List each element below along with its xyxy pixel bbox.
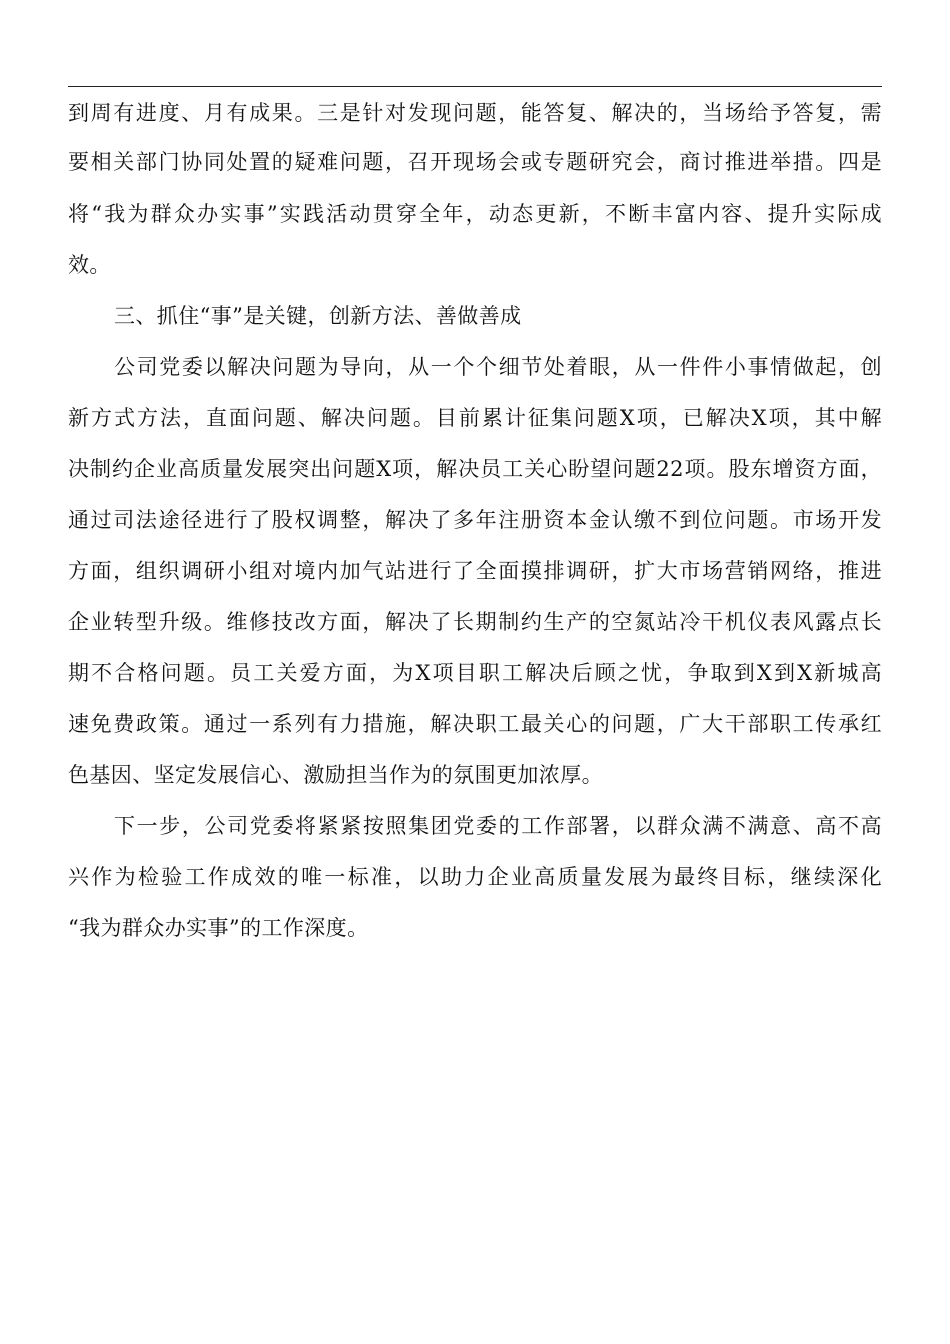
paragraph-line: 要相关部门协同处置的疑难问题，召开现场会或专题研究会，商讨推进举措。四是 [68,150,882,174]
paragraph-line: 色基因、坚定发展信心、激励担当作为的氛围更加浓厚。 [68,763,603,787]
paragraph-line: 方面，组织调研小组对境内加气站进行了全面摸排调研，扩大市场营销网络，推进 [68,559,882,583]
paragraph-line: 企业转型升级。维修技改方面，解决了长期制约生产的空氮站冷干机仪表风露点长 [68,610,882,634]
paragraph-line: 下一步，公司党委将紧紧按照集团党委的工作部署，以群众满不满意、高不高 [114,814,882,838]
paragraph-line: 决制约企业高质量发展突出问题X项，解决员工关心盼望问题22项。股东增资方面， [68,457,882,481]
paragraph-line: 将“我为群众办实事”实践活动贯穿全年，动态更新，不断丰富内容、提升实际成 [68,202,882,226]
section-heading: 三、抓住“事”是关键，创新方法、善做善成 [114,304,522,328]
header-rule [68,86,882,87]
paragraph-line: 到周有进度、月有成果。三是针对发现问题，能答复、解决的，当场给予答复，需 [68,101,882,125]
paragraph-line: “我为群众办实事”的工作深度。 [68,916,369,940]
paragraph-line: 兴作为检验工作成效的唯一标准，以助力企业高质量发展为最终目标，继续深化 [68,865,882,889]
paragraph-line: 公司党委以解决问题为导向，从一个个细节处着眼，从一件件小事情做起，创 [114,355,882,379]
paragraph-line: 通过司法途径进行了股权调整，解决了多年注册资本金认缴不到位问题。市场开发 [68,508,882,532]
paragraph-line: 速免费政策。通过一系列有力措施，解决职工最关心的问题，广大干部职工传承红 [68,712,882,736]
paragraph-line: 新方式方法，直面问题、解决问题。目前累计征集问题X项，已解决X项，其中解 [68,406,882,430]
paragraph-line: 效。 [68,253,111,277]
paragraph-line: 期不合格问题。员工关爱方面，为X项目职工解决后顾之忧，争取到X到X新城高 [68,661,882,685]
